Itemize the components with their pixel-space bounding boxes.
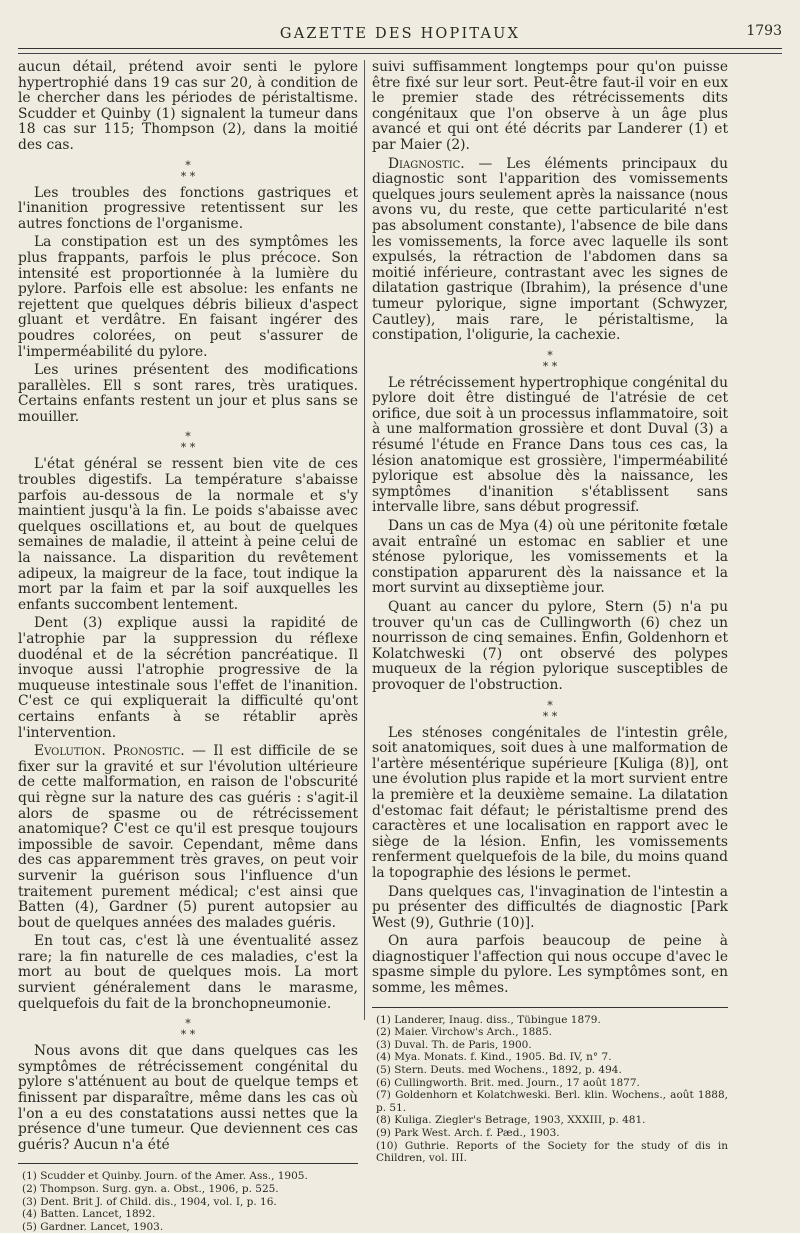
- footnote: (2) Thompson. Surg. gyn. a. Obst., 1906, p. 525.: [22, 1183, 279, 1195]
- section-asterisks: * * *: [542, 348, 558, 373]
- footnote: (3) Dent. Brit J. of Child. dis., 1904, vol. I, p. 16.: [22, 1195, 277, 1208]
- footnote-rule: [18, 1163, 358, 1164]
- paragraph-text: — Les éléments principaux du diagnostic sont l'apparition des vomissements quelques jours seulement après la naissance (nous avons vu, du reste, que cette particularité n'est pas absolument constante), l'absence de bile dans les vomissements, la force avec laquelle ils sont expulsés, la rétraction de l'abdomen dans sa moitié inférieure, contrastant avec les signes de dilatation gastrique (Ibrahim), la présence d'une tumeur pylorique, signe important (Schwyzer, Cautley), mais rare, le péristaltisme, la constipation, l'oligurie, la cachexie.: [372, 155, 728, 344]
- paragraph: Les urines présentent des modifications parallèles. Ell s sont rares, très uratiques. Certains enfants restent un jour et plus sans se mouiller.: [18, 362, 358, 425]
- running-header: [18, 23, 782, 46]
- paragraph: Les sténoses congénitales de l'intestin grêle, soit anatomiques, soit dues à une malformation de l'artère mésentérique supérieure [Kuliga (8)], ont une évolution plus rapide et la mort survient entre la première et la deuxième semaine. La dilatation d'estomac fait défaut; le péristaltisme prend des caractères et une localisation en rapport avec le siège de la lésion. Enfin, les vomissements renferment quelquefois de la bile, du moins quand la topographie des lésions le permet.: [372, 724, 728, 881]
- header-rule: [18, 48, 782, 49]
- page-number: 1793: [746, 23, 782, 39]
- paragraph: Dans un cas de Mya (4) où une péritonite fœtale avait entraîné un estomac en sablier et une sténose pylorique, les vomissements et la constipation apparurent dès la naissance et la mort survint au dixseptième jour.: [372, 518, 728, 597]
- footnote: (6) Cullingworth. Brit. med. Journ., 17 août 1877.: [376, 1076, 640, 1089]
- paragraph: suivi suffisamment longtemps pour qu'on puisse être fixé sur leur sort. Peut-être faut-il voir en eux le premier stade des rétrécissements dits congénitaux que l'on observe à un âge plus avancé et qui ont été décrits par Landerer (1) et par Maier (2).: [372, 59, 728, 153]
- footnote: (2) Maier. Virchow's Arch., 1885.: [376, 1026, 552, 1039]
- footnotes: [372, 1014, 728, 1165]
- footnote: (10) Guthrie. Reports of the Society for the study of dis in Children, vol. III.: [376, 1139, 728, 1165]
- footnote: (7) Goldenhorn et Kolatchweski. Berl. klin. Wochens., août 1888, p. 51.: [376, 1089, 728, 1114]
- left-column: [18, 60, 358, 1233]
- paragraph: L'état général se ressent bien vite de ces troubles digestifs. La température s'abaisse parfois au-dessous de la normale et s'y maintient jusqu'à la fin. Le poids s'abaisse avec quelques oscillations et, au bout de quelques semaines de maladie, il atteint à peine celui de la naissance. La disparition du revêtement adipeux, la maigreur de la face, tout indique la mort par la faim et par la soif auxquelles les enfants succombent lentement.: [18, 456, 358, 613]
- paragraph: aucun détail, prétend avoir senti le pylore hypertrophié dans 19 cas sur 20, à condition de le chercher dans les périodes de péristaltisme. Scudder et Quinby (1) signalent la tumeur dans 18 cas sur 115; Thompson (2), dans la moitié des cas.: [18, 59, 358, 153]
- footnote-rule: [372, 1007, 728, 1008]
- footnote: (1) Scudder et Quinby. Journ. of the Amer. Ass., 1905.: [22, 1170, 308, 1183]
- footnote: (4) Mya. Monats. f. Kind., 1905. Bd. IV, n° 7.: [376, 1051, 612, 1064]
- footnote: (4) Batten. Lancet, 1892.: [22, 1208, 156, 1221]
- journal-title: GAZETTE DES HOPITAUX: [279, 26, 521, 42]
- paragraph: On aura parfois beaucoup de peine à diagnostiquer l'affection qui nous occupe d'avec le spasme simple du pylore. Les symptômes sont, en somme, les mêmes.: [372, 933, 728, 997]
- section-asterisks: * * *: [542, 698, 558, 723]
- paragraph: Dans quelques cas, l'invagination de l'intestin a pu présenter des difficultés de diagnostic [Park West (9), Guthrie (10)].: [372, 883, 728, 931]
- footnote: (3) Duval. Th. de Paris, 1900.: [376, 1038, 532, 1051]
- footnote: (5) Stern. Deuts. med Wochens., 1892, p. 494.: [376, 1064, 622, 1077]
- header-rule-thin: [18, 53, 782, 54]
- footnote: (1) Landerer, Inaug. diss., Tübingue 1879.: [376, 1013, 601, 1026]
- paragraph: Les troubles des fonctions gastriques et l'inanition progressive retentissent sur les autres fonctions de l'organisme.: [18, 184, 358, 232]
- paragraph: Le rétrécissement hypertrophique congénital du pylore doit être distingué de l'atrésie de cet orifice, due soit à un processus inflammatoire, soit à une malformation grossière et dont Duval (3) a résumé l'étude en France Dans tous ces cas, la lésion anatomique est grossière, l'imperméabilité pylorique est absolue dès la naissance, les symptômes d'inanition s'établissent sans intervalle libre, sans début progressif.: [372, 374, 728, 516]
- paragraph: Dent (3) explique aussi la rapidité de l'atrophie par la suppression du réflexe duodénal et de la sécrétion pancréatique. Il invoque aussi l'atrophie progressive de la muqueuse intestinale sous l'effet de l'inanition. C'est ce qui expliquerait la difficulté qu'ont certains enfants à se rétablir après l'intervention.: [18, 615, 358, 741]
- paragraph: Nous avons dit que dans quelques cas les symptômes de rétrécissement congénital du pylore s'atténuent au bout de quelque temps et finissent par disparaître, même dans les cas où l'on a eu des constatations aussi nettes que la présence d'une tumeur. Que deviennent ces cas guéris? Aucun n'a été: [18, 1043, 358, 1153]
- section-asterisks: * * *: [180, 430, 196, 455]
- section-asterisks: * * *: [180, 1017, 196, 1042]
- paragraph: [18, 744, 358, 931]
- paragraph: La constipation est un des symptômes les plus frappants, parfois le plus précoce. Son intensité est proportionnée à la lumière du pylore. Parfois elle est absolue: les enfants ne rejettent que quelques débris bilieux d'aspect gluant et verdâtre. En faisant ingérer des poudres colorées, on peut s'assurer de l'imperméabilité du pylore.: [18, 234, 358, 360]
- paragraph: [372, 157, 728, 344]
- paragraph: Quant au cancer du pylore, Stern (5) n'a pu trouver qu'un cas de Cullingworth (6) chez un nourrisson de cinq semaines. Enfin, Goldenhorn et Kolatchweski (7) ont observé des polypes muqueux de la région pylorique susceptibles de provoquer de l'obstruction.: [372, 599, 728, 693]
- footnotes: [18, 1170, 358, 1233]
- footnote: (8) Kuliga. Ziegler's Betrage, 1903, XXXIII, p. 481.: [376, 1114, 646, 1127]
- column-divider: [364, 60, 365, 1020]
- paragraph-text: — Il est difficile de se fixer sur la gravité et sur l'évolution ultérieure de cette malformation, en raison de l'obscurité qui règne sur la nature des cas guéris : s'agit-il alors de spasme ou de rétrécissement anatomique? C'est ce qu'il est presque toujours impossible de savoir. Cependant, même dans des cas apparemment très graves, on peut voir survenir la guérison sous l'influence d'un traitement purement médical; c'est ainsi que Batten (4), Gardner (5) purent autopsier au bout de quelques années des malades guéris.: [18, 743, 358, 931]
- section-asterisks: * * *: [180, 158, 196, 183]
- right-column: [372, 60, 728, 1165]
- footnote: (5) Gardner. Lancet, 1903.: [22, 1220, 164, 1233]
- section-heading: Evolution. Pronostic.: [34, 743, 185, 760]
- paragraph: En tout cas, c'est là une éventualité assez rare; la fin naturelle de ces maladies, c'est la mort au bout de quelques mois. La mort survient généralement dans le marasme, quelquefois du fait de la bronchopneumonie.: [18, 933, 358, 1012]
- section-heading: Diagnostic.: [388, 155, 465, 172]
- footnote: (9) Park West. Arch. f. Pæd., 1903.: [376, 1127, 560, 1139]
